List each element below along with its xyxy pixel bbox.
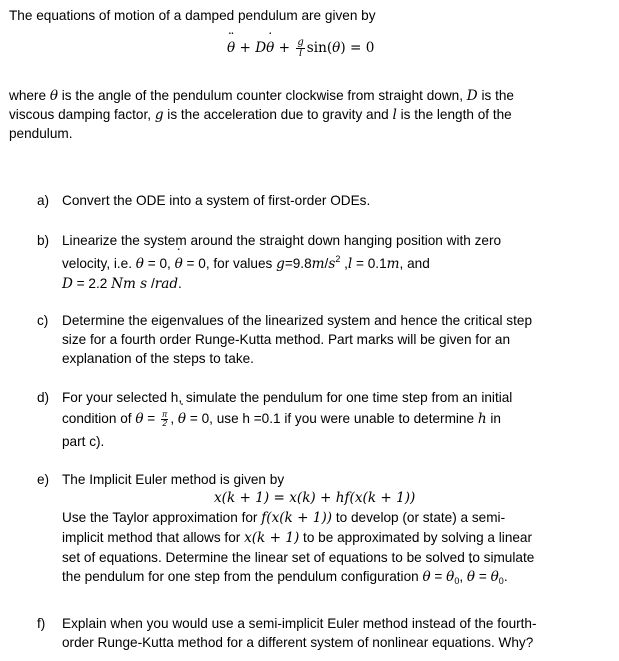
question-label-c: c) bbox=[37, 313, 49, 328]
where-line-2: viscous damping factor, g is the acceleration due to gravity and l is the length of the bbox=[9, 107, 512, 123]
question-e: The Implicit Euler method is given by x(k + 1) = x(k) + hf(x(k + 1)) Use the Taylor approximation for f(x(k + 1)) to develop (or state) a semi- implicit method that allows for x(k + 1) to be approximated by solving a linear set of equations. Determine the linear set of equations to be solved to simulate the pendulum for one step from the pendulum configuration $\theta = \theta_0$, θ ˙ = θ $˙_0$. bbox=[62, 470, 534, 591]
question-label-a: a) bbox=[37, 193, 50, 208]
question-label-b: b) bbox=[37, 233, 50, 248]
main-equation: θ ¨ + Dθ ˙ + $\frac{g}{l}$ sin(θ) = 0 bbox=[227, 38, 374, 59]
question-b: Linearize the system around the straight down hanging position with zero velocity, i.e. θ = 0, θ ˙ = 0, for values $g=9.8m/s^2$ ,l = 0.1m, and D = 2.2 Nm s /rad. bbox=[62, 231, 501, 294]
where-line-1: where θ is the angle of the pendulum counter clockwise from straight down, D is the bbox=[9, 88, 514, 104]
question-c: Determine the eigenvalues of the linearized system and hence the critical step size for a fourth order Runge-Kutta method. Part marks will be given for an explanation of the steps to take. bbox=[62, 313, 532, 366]
question-d: For your selected h, simulate the pendulum for one time step from an initial condition of θ = $\frac{\pi}{2}$ , θ ˙ = 0, use h =0.1 if you were unable to determine h in part c). bbox=[62, 388, 512, 451]
question-label-d: d) bbox=[37, 390, 50, 405]
intro-line: The equations of motion of a damped pendulum are given by bbox=[9, 8, 376, 23]
question-label-e: e) bbox=[37, 472, 50, 487]
where-line-3: pendulum. bbox=[9, 126, 73, 141]
question-label-f: f) bbox=[37, 616, 46, 631]
question-a: Convert the ODE into a system of first-order ODEs. bbox=[62, 193, 371, 208]
question-f: Explain when you would use a semi-implicit Euler method instead of the fourth- order Runge-Kutta method for a different system of nonlinear equations. Why? bbox=[62, 616, 537, 650]
